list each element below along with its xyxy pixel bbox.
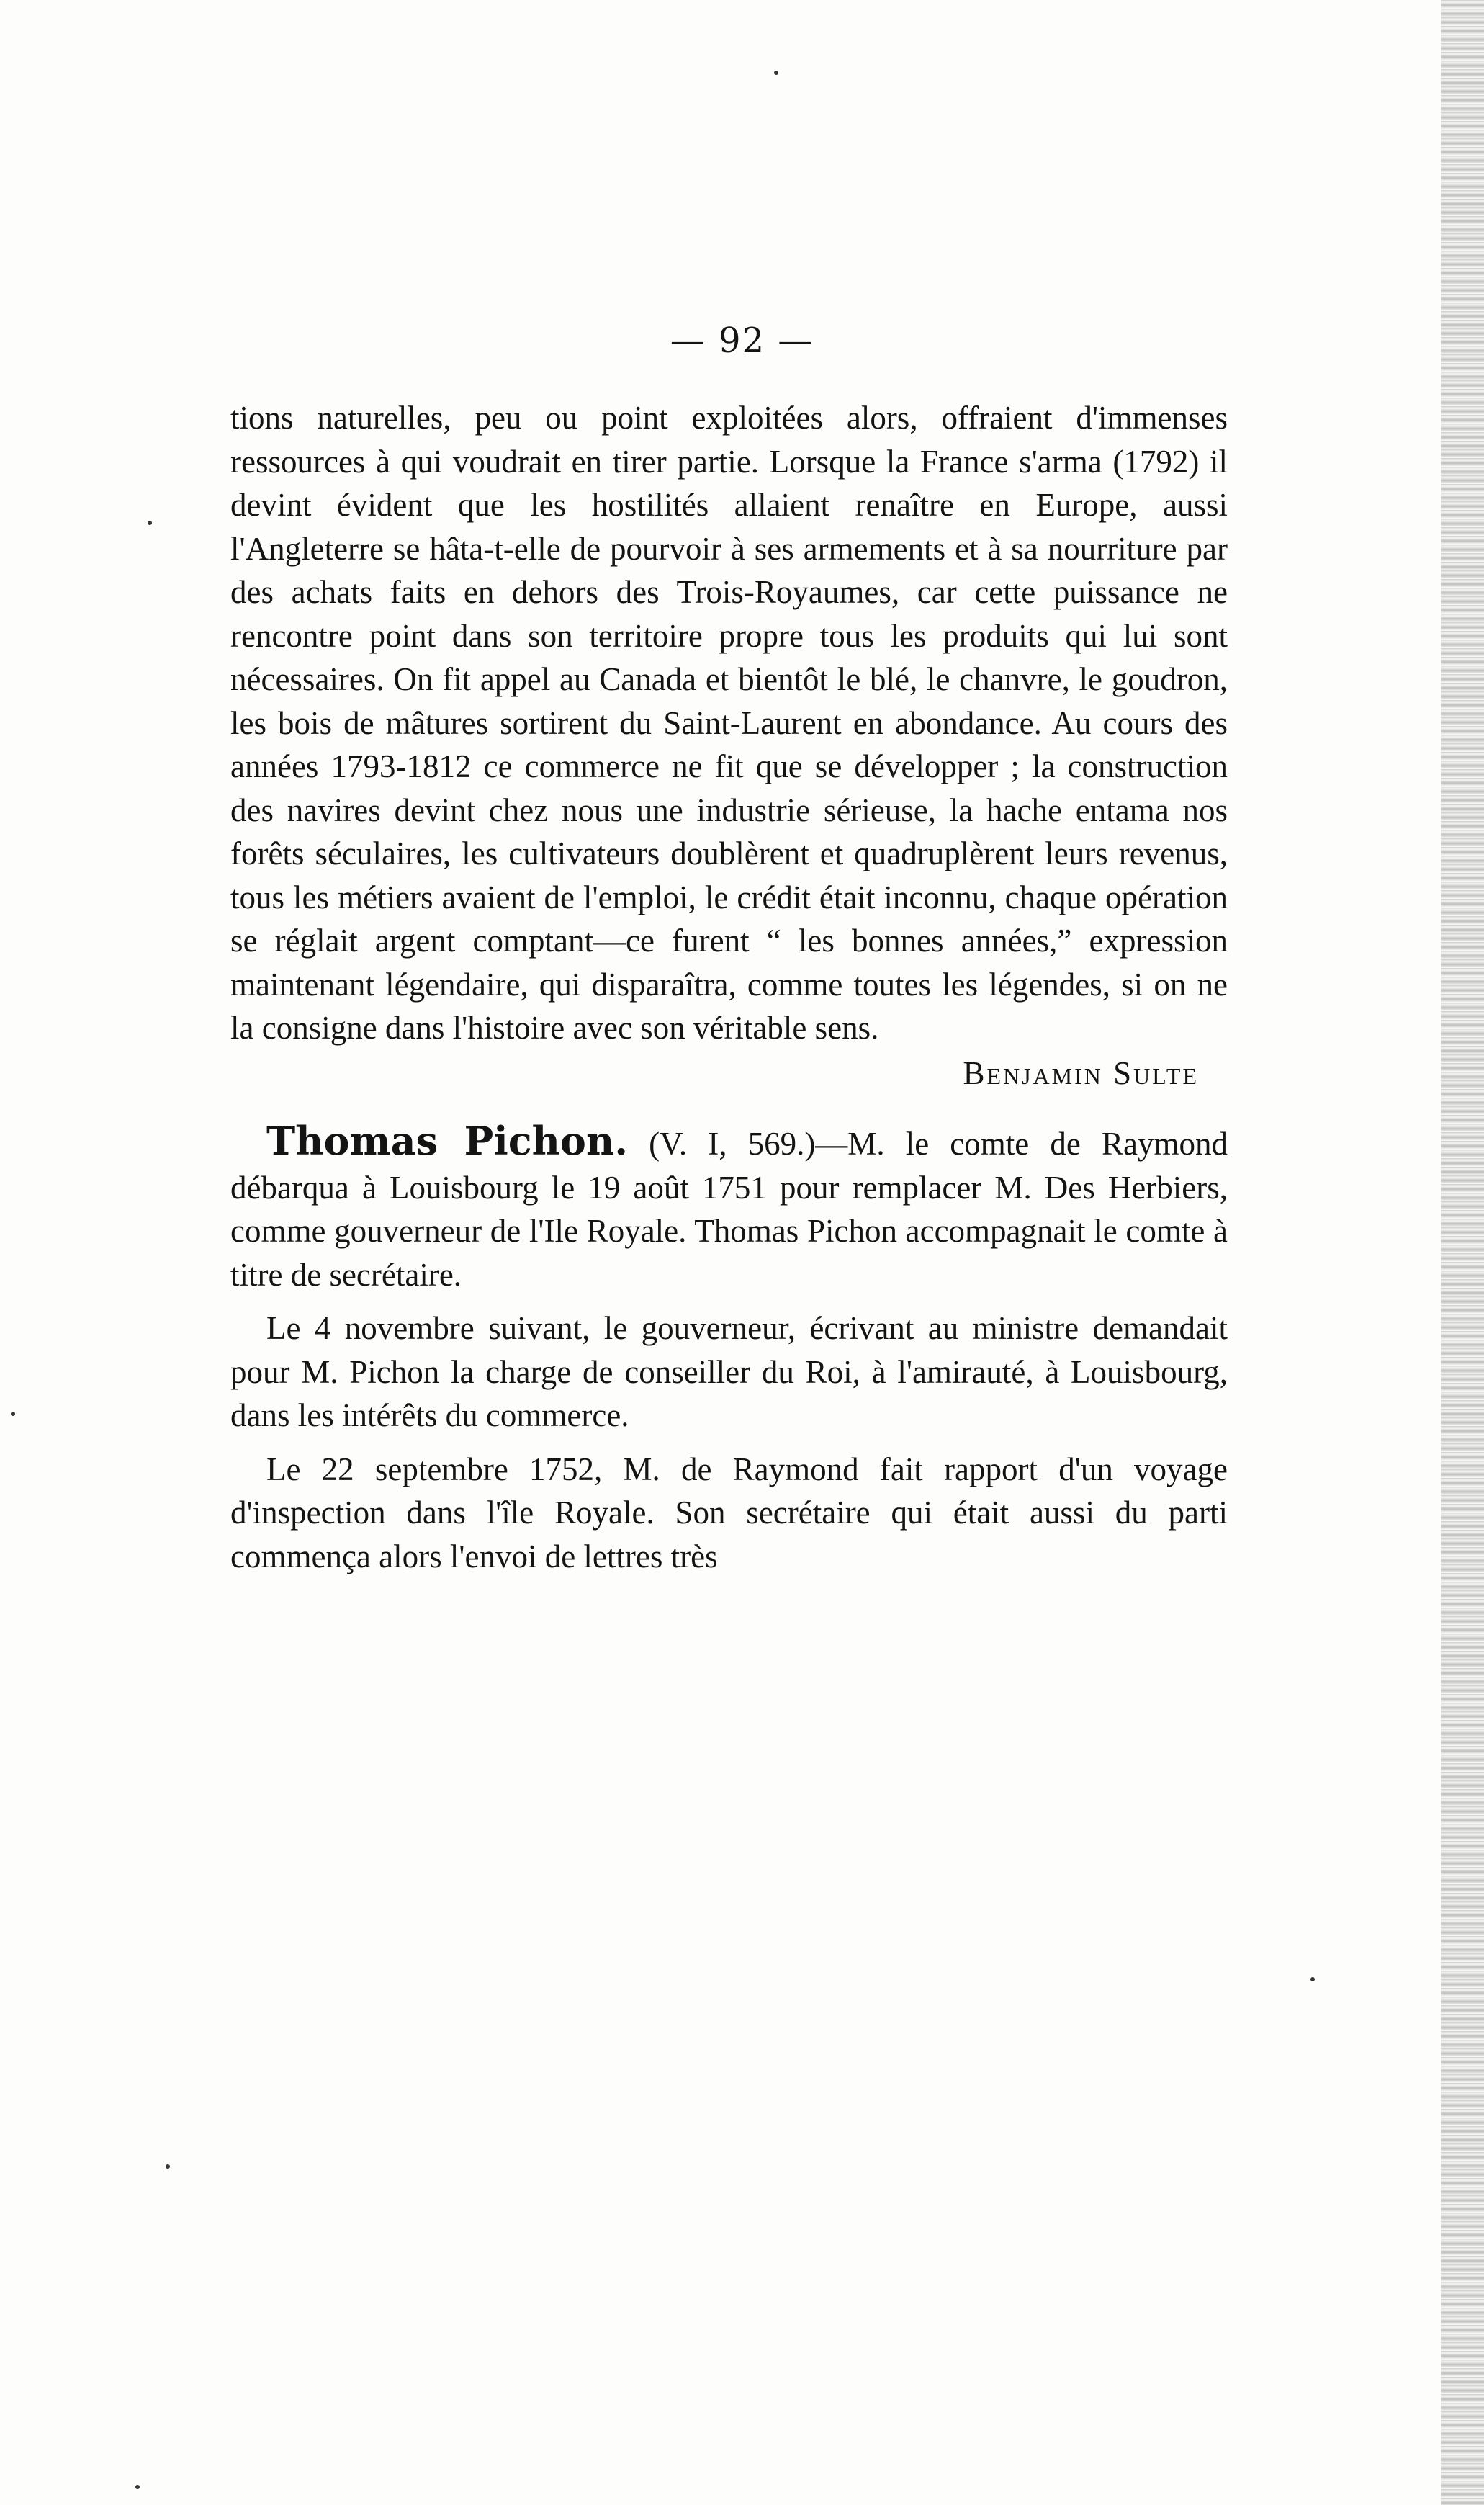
page-number: — 92 — [670, 321, 814, 361]
scan-speck [774, 71, 778, 75]
scan-speck [148, 521, 152, 525]
main-text [230, 396, 1228, 1578]
paragraph: Le 22 septembre 1752, M. de Raymond fait rapport d'un voyage d'inspection dans l'île Royale. Son secrétaire qui était aussi du parti commença alors l'envoi de lettres très [230, 1451, 1228, 1574]
paragraph: Le 4 novembre suivant, le gouverneur, écrivant au ministre demandait pour M. Pichon la charge de conseiller du Roi, à l'amirauté, à Louisbourg, dans les intérêts du commerce. [230, 1310, 1228, 1433]
article-entry [230, 1119, 1228, 1296]
article-headword: Thomas Pichon. [266, 1118, 629, 1164]
scan-speck [1310, 1977, 1315, 1981]
scan-speck [166, 2164, 170, 2169]
article-reference-text: (V. I, 569.)—M. le comte de Raymond débarqua à Louisbourg le 19 août 1751 pour remplacer M. Des Herbiers, comme gouverneur de l'Ile Royale. Thomas Pichon accompagnait le comte à titre de secrétaire. [230, 1126, 1228, 1293]
scan-speck [135, 2485, 140, 2489]
scan-speck [11, 1412, 15, 1416]
scan-edge-shadow [1441, 0, 1484, 2505]
author-signature: Benjamin Sulte [963, 1054, 1199, 1091]
paragraph-continued: tions naturelles, peu ou point exploitées alors, offraient d'immenses ressources à qui voudrait en tirer partie. Lorsque la France s'arma (1792) il devint évident que les hostilités allaient renaître en Europe, aussi l'Angleterre se hâta-t-elle de pourvoir à ses armements et à sa nourriture par des achats faits en dehors des Trois-Royaumes, car cette puissance ne rencontre point dans son territoire propre tous les produits qui lui sont nécessaires. On fit appel au Canada et bientôt le blé, le chanvre, le goudron, les bois de mâtures sortirent du Saint-Laurent en abondance. Au cours des années 1793-1812 ce commerce ne fit que se développer ; la construction des navires devint chez nous une industrie sérieuse, la hache entama nos forêts séculaires, les cultivateurs doublèrent et quadruplèrent leurs revenus, tous les métiers avaient de l'emploi, le crédit était inconnu, chaque opération se réglait argent comptant—ce furent “ les bonnes années,” expression maintenant légendaire, qui disparaîtra, comme toutes les légendes, si on ne la consigne dans l'histoire avec son véritable sens. [230, 400, 1228, 1046]
